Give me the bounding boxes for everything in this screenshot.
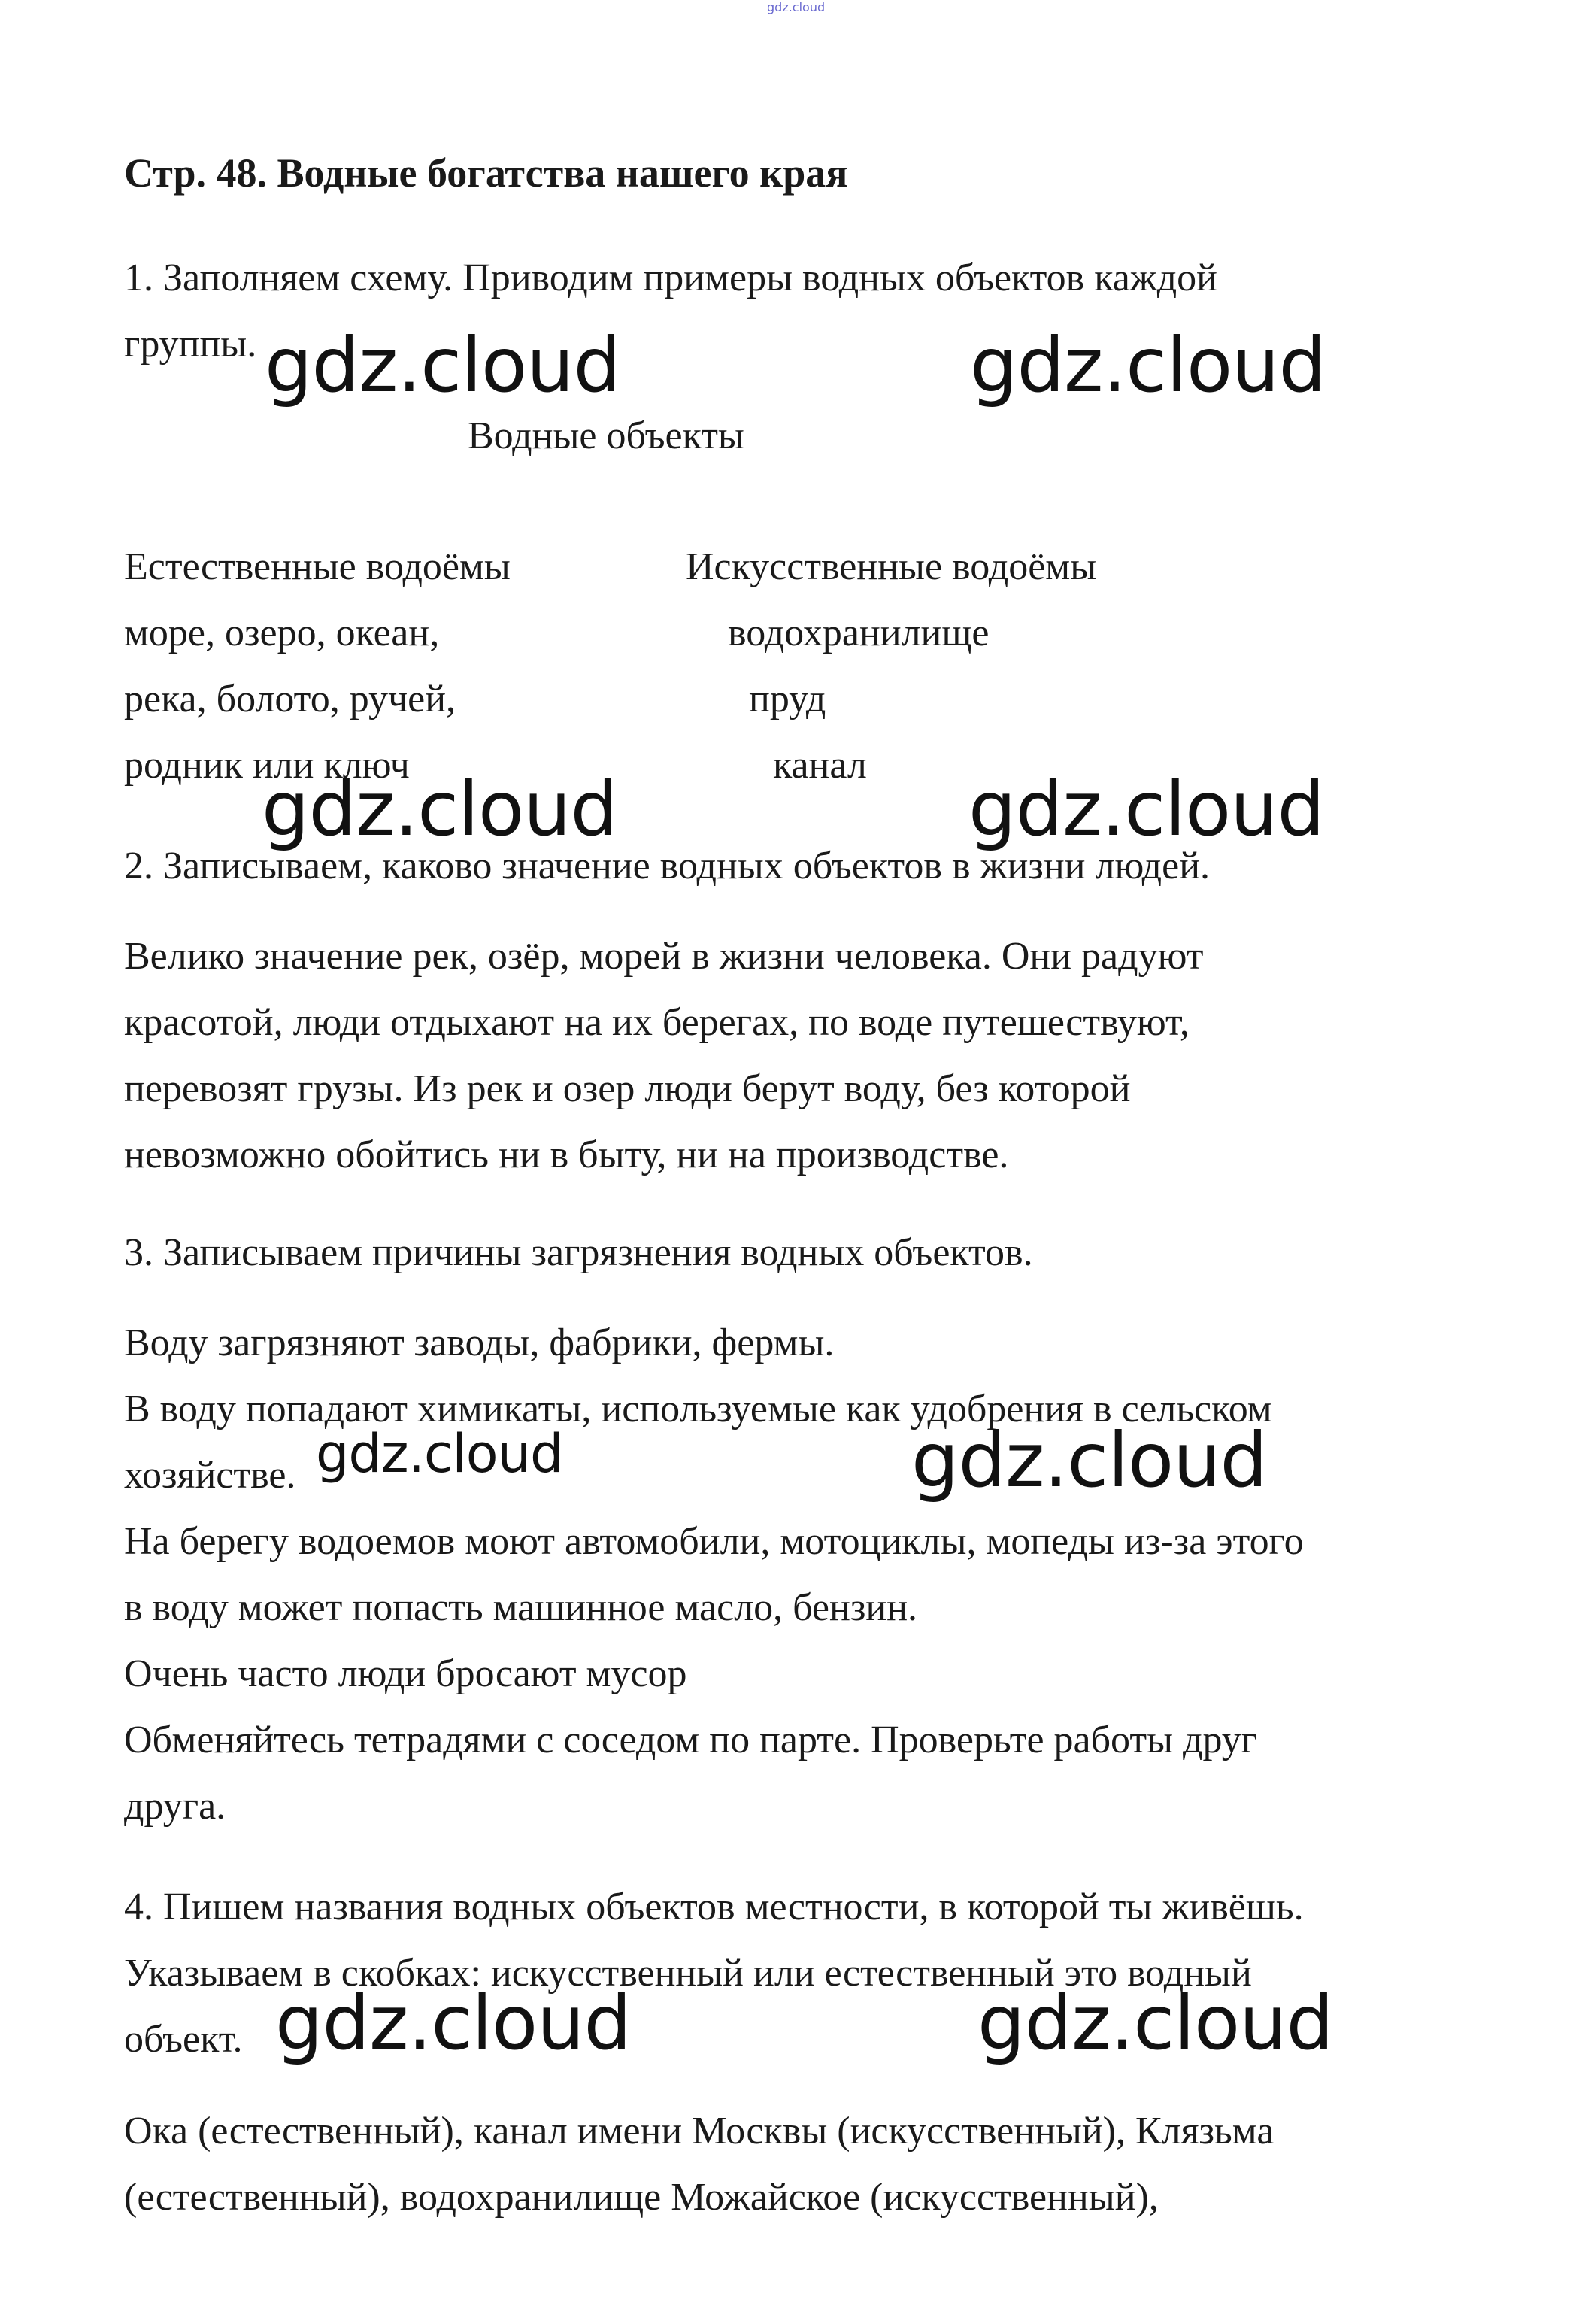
natural-header: Естественные водоёмы [124,545,511,588]
scheme-title: Водные объекты [468,414,744,457]
artificial-item-1: водохранилище [728,611,990,654]
watermark: gdz.cloud [316,1423,563,1485]
task3-answer-line: друга. [124,1785,226,1828]
artificial-header: Искусственные водоёмы [686,545,1097,588]
task2-answer-line: невозможно обойтись ни в быту, ни на производстве. [124,1133,1009,1176]
task4-question-line: объект. [124,2018,243,2061]
task3-answer-line: хозяйстве. [124,1454,296,1497]
task4-answer-line: (естественный), водохранилище Можайское (искусственный), [124,2176,1159,2219]
watermark: gdz.cloud [275,1979,632,2067]
task3-answer-line: в воду может попасть машинное масло, бензин. [124,1586,918,1629]
task2-answer-line: красотой, люди отдыхают на их берегах, по воде путешествуют, [124,1001,1190,1044]
natural-item-2: река, болото, ручей, [124,678,456,721]
task3-answer-line: На берегу водоемов моют автомобили, мотоциклы, мопеды из-за этого [124,1520,1304,1563]
task3-answer-line: Обменяйтесь тетрадями с соседом по парте. Проверьте работы друг [124,1719,1258,1761]
task1-question-line2: группы. [124,323,257,366]
artificial-item-2: пруд [749,678,826,721]
task2-answer-line: Велико значение рек, озёр, морей в жизни человека. Они радуют [124,935,1204,978]
natural-item-1: море, озеро, океан, [124,611,440,654]
task1-question-line1: 1. Заполняем схему. Приводим примеры водных объектов каждой [124,256,1217,299]
natural-item-3: родник или ключ [124,744,410,787]
task2-answer-line: перевозят грузы. Из рек и озер люди берут воду, без которой [124,1067,1131,1110]
watermark: gdz.cloud [970,321,1326,409]
artificial-item-3: канал [773,744,867,787]
watermark: gdz.cloud [265,321,621,409]
watermark: gdz.cloud [968,765,1325,853]
task4-question-line: Указываем в скобках: искусственный или естественный это водный [124,1952,1252,1995]
task4-question-line: 4. Пишем названия водных объектов местности, в которой ты живёшь. [124,1886,1304,1928]
task3-question: 3. Записываем причины загрязнения водных объектов. [124,1231,1033,1274]
task3-answer-line: Очень часто люди бросают мусор [124,1652,687,1695]
task3-answer-line: В воду попадают химикаты, используемые как удобрения в сельском [124,1388,1272,1431]
page-title: Стр. 48. Водные богатства нашего края [124,150,848,196]
watermark: gdz.cloud [262,765,618,853]
watermark: gdz.cloud [911,1416,1268,1504]
task2-question: 2. Записываем, каково значение водных объектов в жизни людей. [124,845,1211,887]
top-site-link[interactable]: gdz.cloud [767,0,826,14]
watermark: gdz.cloud [977,1979,1334,2067]
task4-answer-line: Ока (естественный), канал имени Москвы (искусственный), Клязьма [124,2110,1274,2153]
task3-answer-line: Воду загрязняют заводы, фабрики, фермы. [124,1321,835,1364]
